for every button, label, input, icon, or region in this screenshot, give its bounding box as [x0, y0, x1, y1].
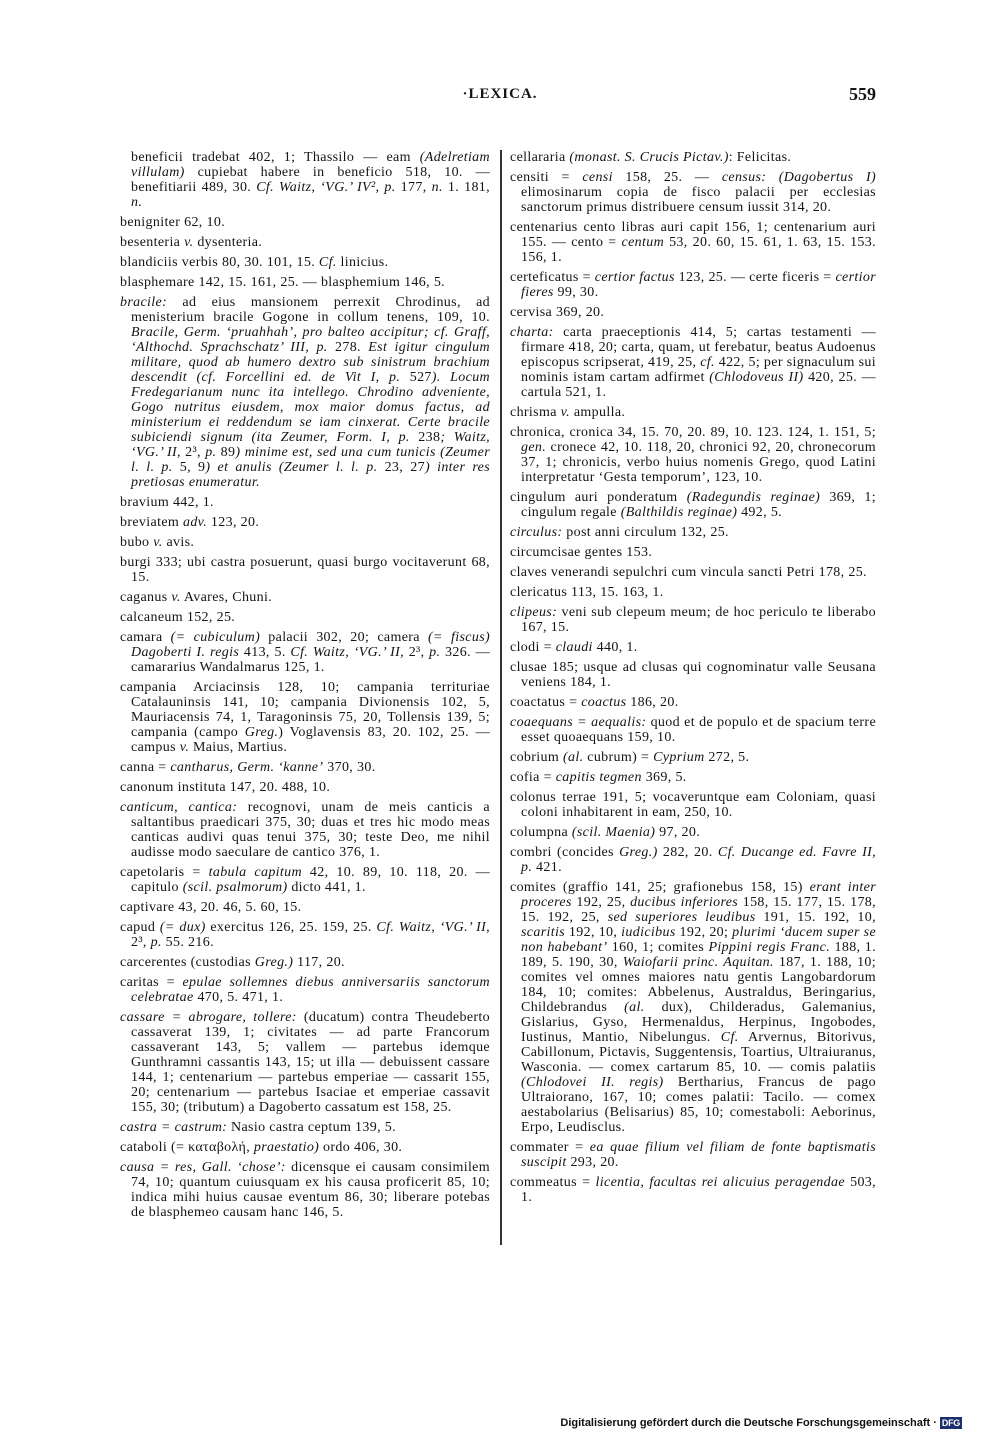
- entry-text: 99, 30.: [553, 285, 599, 300]
- entry-text: 421.: [532, 860, 562, 875]
- entry-italic-text: certior factus: [594, 270, 675, 285]
- entry-italic-text: licentia, facultas rei alicuius peragendae: [595, 1175, 845, 1190]
- entry-italic-text: iudicibus: [621, 925, 676, 940]
- entry-italic-text: (al.: [624, 1000, 645, 1015]
- lexicon-entry: [120, 780, 490, 795]
- entry-italic-text: Cf.: [720, 1030, 739, 1045]
- lexicon-entry: [510, 490, 876, 520]
- dfg-logo-icon: DFG: [941, 1418, 960, 1428]
- entry-text: canna =: [120, 760, 171, 775]
- entry-text: Avares, Chuni.: [180, 590, 273, 605]
- lexicon-entry: [120, 555, 490, 585]
- entry-italic-text: adv.: [182, 515, 208, 530]
- entry-text: avis.: [162, 535, 195, 550]
- entry-italic-text: (Chlodovei II. regis): [521, 1075, 664, 1090]
- lexicon-entry: [120, 215, 490, 230]
- lexicon-entry: [120, 800, 490, 860]
- entry-text: dicto 441, 1.: [287, 880, 366, 895]
- entry-text: 326. — camararius Wandalmarus 125, 1.: [131, 645, 490, 675]
- lexicon-entry: [510, 325, 876, 400]
- lexicon-entry: [120, 590, 490, 605]
- entry-text: ad eius mansionem perrexit Chrodinus, ad menisterium bracile Gogone in collum tenens, 109, 10.: [131, 295, 490, 325]
- entry-italic-text: cassare = abrogare, tollere:: [120, 1010, 297, 1025]
- lexicon-entry: [510, 605, 876, 635]
- entry-text: cronece 42, 10. 118, 20, chronici 92, 20, chronecorum 37, 1; chronicis, verbo huius nomenis Grego, quod Latini interpretatur ‘Gesta temporum’, 123, 10.: [521, 440, 876, 485]
- entry-text: dicensque ei causam consimilem 74, 10; quantum cuiusquam ex his causa proficerit 85, 10; indica mihi huius causae eventum 86, 30; liberare potebas de blasphemeo causam hanc 146, 5.: [131, 1160, 490, 1220]
- entry-text: (ducatum) contra Theudeberto cassaverat 139, 1; civitates — ad parte Francorum cassaverant 143, 5; vallem — partebus idemque Gunthramni cassantis 143, 15; ut illa — debuissent cassare 144, 1; centenarium — partebus emperiae — cassarit 155, 20; centenarium — partebus Isaciae et emperiae cassavit 155, 30; (tributum) a Dagoberto cassatum est 158, 25.: [131, 1010, 491, 1115]
- entry-italic-text: (al.: [562, 750, 584, 765]
- entry-italic-text: v.: [171, 590, 181, 605]
- entry-text: carcerentes (custodias: [120, 955, 255, 970]
- entry-text: 492, 5.: [737, 505, 783, 520]
- entry-text: exercitus 126, 25. 159, 25.: [205, 920, 377, 935]
- entry-italic-text: centum: [621, 235, 665, 250]
- footer: [560, 1417, 962, 1429]
- entry-italic-text: canticum, cantica:: [120, 800, 238, 815]
- entry-italic-text: (= fiscus) Dagoberti I. regis: [131, 630, 491, 660]
- lexicon-entry: [510, 660, 876, 690]
- entry-text: ordo 406, 30.: [319, 1140, 403, 1155]
- lexicon-entry: [510, 425, 876, 485]
- entry-text: canonum instituta 147, 20. 488, 10.: [120, 780, 331, 795]
- lexicon-entry: [120, 275, 490, 290]
- entry-italic-text: (scil. psalmorum): [182, 880, 288, 895]
- entry-text: quod et de populo et de spacium terre esset quoaequans 159, 10.: [521, 715, 877, 745]
- entry-italic-text: censi: [582, 170, 613, 185]
- entry-text: 192, 20;: [675, 925, 733, 940]
- entry-italic-text: v.: [179, 740, 190, 755]
- entry-italic-text: v.: [153, 535, 163, 550]
- lexicon-entry: [510, 150, 876, 165]
- entry-italic-text: (Balthildis reginae): [620, 505, 738, 520]
- entry-text: columpna: [510, 825, 572, 840]
- lexicon-entry: [510, 270, 876, 300]
- entry-text: 160, 1; comites: [607, 940, 709, 955]
- entry-text: capud: [120, 920, 160, 935]
- lexicon-entry: [510, 770, 876, 785]
- entry-text: 527: [400, 370, 432, 385]
- entry-italic-text: Cf.: [318, 255, 337, 270]
- entry-text: 42, 10. 89, 10. 118, 20. — capitulo: [131, 865, 490, 895]
- entry-text: camara: [120, 630, 171, 645]
- entry-text: 282, 20.: [657, 845, 718, 860]
- entry-italic-text: Est igitur cingulum militare, quod ab humero dextro sub sinistrum brachium descendit (cf. Forcellini ed. de Vit I, p.: [131, 340, 490, 385]
- entry-text: bubo: [120, 535, 154, 550]
- entry-italic-text: epulae sollemnes diebus anniversariis sanctorum celebratae: [131, 975, 490, 1005]
- entry-text: benigniter 62, 10.: [120, 215, 226, 230]
- entry-text: cataboli (= καταβολή,: [120, 1140, 254, 1155]
- lexicon-entry: [510, 1140, 876, 1170]
- entry-italic-text: Cf. Waitz, ‘VG.’ II,: [376, 920, 491, 935]
- entry-text: 23, 27: [377, 460, 425, 475]
- entry-italic-text: v.: [560, 405, 570, 420]
- entry-italic-text: claudi: [555, 640, 593, 655]
- lexicon-entry: [510, 845, 876, 875]
- entry-text: chrisma: [510, 405, 561, 420]
- entry-text: 2³,: [404, 645, 430, 660]
- entry-italic-text: n.: [431, 180, 443, 195]
- entry-italic-text: Cf. Waitz, ‘VG.’ II,: [290, 645, 405, 660]
- entry-italic-text: (= cubiculum): [170, 630, 261, 645]
- lexicon-entry: [510, 405, 876, 420]
- lexicon-entry: [120, 760, 490, 775]
- entry-text: capetolaris =: [120, 865, 209, 880]
- entry-italic-text: sed superiores leudibus: [607, 910, 756, 925]
- entry-italic-text: Cyprium: [653, 750, 705, 765]
- lexicon-entry: [510, 220, 876, 265]
- lexicon-entry: [120, 515, 490, 530]
- entry-text: cobrium: [510, 750, 563, 765]
- entry-italic-text: p.: [150, 935, 162, 950]
- lexicon-entry: [120, 255, 490, 270]
- entry-italic-text: Greg.): [619, 845, 658, 860]
- entry-text: cervisa 369, 20.: [510, 305, 605, 320]
- lexicon-entry: [120, 865, 490, 895]
- entry-text: 278.: [327, 340, 369, 355]
- lexicon-entry: [120, 535, 490, 550]
- lexicon-entry: [120, 955, 490, 970]
- entry-text: caritas =: [120, 975, 183, 990]
- lexicon-entry: [120, 1140, 490, 1155]
- column-divider: [500, 150, 502, 1245]
- entry-italic-text: ) minime est, sed una cum tunicis (Zeumer l. l. p.: [131, 445, 490, 475]
- entry-italic-text: ea quae filium vel filiam de fonte baptismatis suscipit: [521, 1140, 876, 1170]
- lexicon-entry: [510, 305, 876, 320]
- lexicon-entry: [510, 525, 876, 540]
- entry-text: 55. 216.: [161, 935, 214, 950]
- entry-italic-text: Greg.): [254, 955, 294, 970]
- entry-italic-text: (Chlodoveus II): [709, 370, 804, 385]
- entry-text: comites (graffio 141, 25; grafionebus 158, 15): [510, 880, 810, 895]
- entry-italic-text: plurimi ‘ducem super se non habebant’: [521, 925, 877, 955]
- entry-text: 123, 25. — certe ficeris =: [674, 270, 836, 285]
- entry-text: 158, 25. —: [612, 170, 722, 185]
- entry-text: circumcisae gentes 153.: [510, 545, 653, 560]
- entry-italic-text: coactus: [581, 695, 627, 710]
- entry-italic-text: Cf. Waitz, ‘VG.’ IV², p.: [256, 180, 396, 195]
- entry-italic-text: ducibus inferiores: [630, 895, 739, 910]
- entry-text: cubrum) =: [583, 750, 654, 765]
- entry-text: cellararia: [510, 150, 570, 165]
- entry-italic-text: ) et anulis (Zeumer l. l. p.: [205, 460, 378, 475]
- entry-italic-text: tabula capitum: [208, 865, 302, 880]
- entry-text: 422, 5; per signaculum sui nominis istam cartam adfirmet: [521, 355, 876, 385]
- lexicon-entry: [510, 695, 876, 710]
- entry-text: 503, 1.: [521, 1175, 876, 1205]
- entry-italic-text: Pippini regis Franc.: [708, 940, 831, 955]
- entry-text: 53, 20. 60, 15. 61, 1. 63, 15. 153. 156, 1.: [521, 235, 876, 265]
- entry-italic-text: circulus:: [510, 525, 563, 540]
- lexicon-entry: [510, 585, 876, 600]
- entry-italic-text: ) inter res pretiosas enumeratur.: [131, 460, 491, 490]
- entry-text: 369, 5.: [641, 770, 687, 785]
- entry-italic-text: p.: [205, 445, 217, 460]
- lexicon-entry: [510, 170, 876, 215]
- entry-text: 177,: [395, 180, 432, 195]
- entry-italic-text: ; Waitz, ‘VG.’ II,: [131, 430, 490, 460]
- entry-italic-text: (scil. Maenia): [571, 825, 656, 840]
- entry-text: ampulla.: [570, 405, 626, 420]
- entry-text: 470, 5. 471, 1.: [193, 990, 284, 1005]
- entry-italic-text: erant inter proceres: [521, 880, 877, 910]
- lexicon-entry: [510, 715, 876, 745]
- entry-text: veni sub clepeum meum; de hoc periculo te liberabo 167, 15.: [521, 605, 876, 635]
- entry-text: burgi 333; ubi castra posuerunt, quasi burgo vocitaverunt 68, 15.: [120, 555, 490, 585]
- entry-text: 369, 1; cingulum regale: [521, 490, 876, 520]
- lexicon-entry: [120, 610, 490, 625]
- entry-italic-text: p.: [429, 645, 441, 660]
- entry-text: 1. 181,: [442, 180, 490, 195]
- entry-text: Nasio castra ceptum 139, 5.: [227, 1120, 396, 1135]
- entry-text: blasphemare 142, 15. 161, 25. — blasphemium 146, 5.: [120, 275, 446, 290]
- left-column: [120, 150, 490, 1225]
- lexicon-entry: [510, 750, 876, 765]
- footer-credit: Digitalisierung gefördert durch die Deutsche Forschungsgemeinschaft ·: [560, 1417, 937, 1429]
- entry-italic-text: cantharus, Germ. ‘kanne’: [170, 760, 324, 775]
- entry-text: 2³,: [180, 445, 206, 460]
- lexicon-entry: [120, 900, 490, 915]
- entry-text: 413, 5.: [239, 645, 291, 660]
- entry-text: breviatem: [120, 515, 183, 530]
- entry-italic-text: scaritis: [521, 925, 566, 940]
- lexicon-entry: [510, 1175, 876, 1205]
- entry-text: 186, 20.: [626, 695, 679, 710]
- entry-text: : Felicitas.: [728, 150, 792, 165]
- entry-italic-text: (Radegundis reginae): [686, 490, 821, 505]
- entry-text: elimosinarum copia de fisco palacii per ecclesias sanctorum primus distribuere censum iussit 314, 20.: [521, 185, 876, 215]
- right-column: [510, 150, 876, 1210]
- entry-text: 293, 20.: [566, 1155, 619, 1170]
- entry-italic-text: Cf. Ducange ed. Favre II, p.: [521, 845, 877, 875]
- entry-italic-text: clipeus:: [510, 605, 558, 620]
- entry-italic-text: bracile:: [120, 295, 168, 310]
- entry-text: post anni circulum 132, 25.: [562, 525, 729, 540]
- entry-text: Maius, Martius.: [189, 740, 288, 755]
- entry-text: clodi =: [510, 640, 556, 655]
- entry-text: dux), Childeradus, Galemanius, Gislarius, Gyso, Hermenaldus, Herpinus, Ingobodes, Iustinus, Mantio, Nibelungus.: [521, 1000, 876, 1045]
- entry-text: palacii 302, 20; camera: [260, 630, 429, 645]
- entry-text: 192, 25,: [571, 895, 631, 910]
- entry-text: cingulum auri ponderatum: [510, 490, 687, 505]
- lexicon-entry: [510, 790, 876, 820]
- entry-text: caganus: [120, 590, 172, 605]
- lexicon-entry: [120, 630, 490, 675]
- running-head-title: ·LEXICA.: [462, 86, 538, 102]
- entry-text: blandiciis verbis 80, 30. 101, 15.: [120, 255, 319, 270]
- entry-text: linicius.: [336, 255, 389, 270]
- entry-italic-text: Bracile, Germ. ‘pruahhah’, pro balteo accipitur; cf. Graff, ‘Althochd. Sprachschatz’ III, p.: [131, 325, 490, 355]
- entry-text: 2³,: [131, 935, 151, 950]
- entry-text: 117, 20.: [293, 955, 345, 970]
- entry-text: claves venerandi sepulchri cum vincula sancti Petri 178, 25.: [510, 565, 867, 580]
- entry-text: coactatus =: [510, 695, 582, 710]
- entry-italic-text: (Adelretiam villulam): [131, 150, 490, 180]
- entry-text: 192, 10,: [565, 925, 622, 940]
- entry-text: cupiebat habere in beneficio 518, 10. — benefitiarii 489, 30.: [131, 165, 490, 195]
- entry-text: 5, 9: [172, 460, 206, 475]
- lexicon-entry: [510, 565, 876, 580]
- lexicon-entry: [120, 1120, 490, 1135]
- entry-text: 238: [409, 430, 441, 445]
- entry-text: Bertharius, Francus de pago Ultraiorano, 167, 10; comes palatii: Tacilo. — comex aestabolarius (Belisarius) 85, 10; comestaboli: Aeborinus, Erpo, Leudisclus.: [521, 1075, 876, 1135]
- entry-text: 188, 1. 189, 5. 190, 30,: [521, 940, 876, 970]
- entry-text: clusae 185; usque ad clusas qui cognominatur valle Seusana veniens 184, 1.: [510, 660, 876, 690]
- entry-text: 191, 15. 192, 10,: [755, 910, 876, 925]
- entry-text: captivare 43, 20. 46, 5. 60, 15.: [120, 900, 302, 915]
- lexicon-entry: [120, 920, 490, 950]
- entry-text: 370, 30.: [323, 760, 376, 775]
- entry-italic-text: gen.: [521, 440, 547, 455]
- lexicon-entry: [120, 680, 490, 755]
- entry-text: 158, 15. 177, 15. 178, 15. 192, 25,: [521, 895, 876, 925]
- entry-italic-text: causa = res, Gall. ‘chose’:: [120, 1160, 286, 1175]
- entry-text: combri (concides: [510, 845, 620, 860]
- entry-text: censiti =: [510, 170, 583, 185]
- lexicon-entry: [120, 975, 490, 1005]
- entry-text: colonus terrae 191, 5; vocaveruntque eam Coloniam, quasi coloni inhabitarent in eam, 250, 10.: [510, 790, 876, 820]
- entry-text: cofia =: [510, 770, 556, 785]
- entry-text: 187, 1. 188, 10; comites vel omnes maiores natu gentis Langobardorum 184, 10; comites: Abbelenus, Australdus, Beringarius, Childebrandus: [521, 955, 877, 1015]
- entry-italic-text: certior fieres: [521, 270, 876, 300]
- entry-italic-text: v.: [184, 235, 194, 250]
- entry-italic-text: (monast. S. Crucis Pictav.): [569, 150, 729, 165]
- entry-italic-text: Greg.: [244, 725, 279, 740]
- entry-text: 420, 25. — cartula 521, 1.: [521, 370, 876, 400]
- entry-text: clericatus 113, 15. 163, 1.: [510, 585, 664, 600]
- entry-text: bravium 442, 1.: [120, 495, 214, 510]
- lexicon-entry: [510, 640, 876, 655]
- entry-italic-text: coaequans = aequalis:: [510, 715, 647, 730]
- entry-text: centenarius cento libras auri capit 156, 1; centenarium auri 155. — cento =: [510, 220, 876, 250]
- entry-text: calcaneum 152, 25.: [120, 610, 236, 625]
- entry-italic-text: castra = castrum:: [120, 1120, 228, 1135]
- entry-italic-text: praestatio): [253, 1140, 320, 1155]
- entry-text: commeatus =: [510, 1175, 596, 1190]
- entry-text: Arvernus, Bitorivus, Cabillonum, Pictavis, Suggentensis, Toartius, Ultraiuranus, Wasconia. — comex cartarum 85, 10. — comis palatiis: [521, 1030, 876, 1075]
- entry-text: 97, 20.: [655, 825, 701, 840]
- entry-text: certeficatus =: [510, 270, 595, 285]
- entry-text: recognovi, unam de meis canticis a saltantibus praedicari 375, 30; duas et tres hic modo meas canticas audivi quas tenui 375, 30; teste Deo, me nihil audisse modo saeculare de cantico 376, 1.: [131, 800, 490, 860]
- entry-text: 89: [216, 445, 236, 460]
- lexicon-entry: [510, 880, 876, 1135]
- entry-italic-text: census: (Dagobertus I): [721, 170, 876, 185]
- entry-text: carta praeceptionis 414, 5; cartas testamenti — firmare 418, 20; carta, quam, ut ferebatur, beatus Audoenus episcopus scripserat, 419, 25,: [521, 325, 876, 370]
- entry-text: commater =: [510, 1140, 590, 1155]
- entry-text: ) Voglavensis 83, 20. 102, 25. — campus: [131, 725, 490, 755]
- entry-text: 272, 5.: [704, 750, 750, 765]
- entry-italic-text: cf.: [700, 355, 715, 370]
- entry-italic-text: ). Locum Fredegarianum nunc ita intellego. Chrodino adveniente, Gogo nutritus eiusdem, mox maior domus factus, ad ministerium ei reddendum se iam cinxerat. Certe bracile subiciendi signum (ita Zeumer, Form. I, p.: [131, 370, 491, 445]
- lexicon-entry: [120, 235, 490, 250]
- lexicon-entry: [120, 150, 490, 210]
- lexicon-entry: [510, 825, 876, 840]
- lexicon-entry: [120, 1160, 490, 1220]
- entry-text: campania Arciacinsis 128, 10; campania territuriae Catalauninsis 141, 10; campania Divionensis 102, 5, Mauriacensis 74, 1, Taragoninsis 75, 20, Tollensis 139, 5; campania (campo: [120, 680, 490, 740]
- entry-text: chronica, cronica 34, 15. 70, 20. 89, 10. 123. 124, 1. 151, 5;: [510, 425, 876, 440]
- entry-text: beneficii tradebat 402, 1; Thassilo — eam: [131, 150, 420, 165]
- entry-text: dysenteria.: [193, 235, 263, 250]
- lexicon-entry: [120, 495, 490, 510]
- entry-italic-text: charta:: [510, 325, 554, 340]
- lexicon-entry: [120, 1010, 490, 1115]
- entry-text: besenteria: [120, 235, 185, 250]
- entry-text: 440, 1.: [592, 640, 638, 655]
- entry-italic-text: n.: [131, 195, 143, 210]
- entry-text: 123, 20.: [207, 515, 260, 530]
- lexicon-entry: [510, 545, 876, 560]
- lexicon-entry: [120, 295, 490, 490]
- page-number: 559: [849, 84, 876, 104]
- entry-italic-text: (= dux): [159, 920, 206, 935]
- entry-italic-text: Waiofarii princ. Aquitan.: [622, 955, 774, 970]
- entry-italic-text: capitis tegmen: [555, 770, 642, 785]
